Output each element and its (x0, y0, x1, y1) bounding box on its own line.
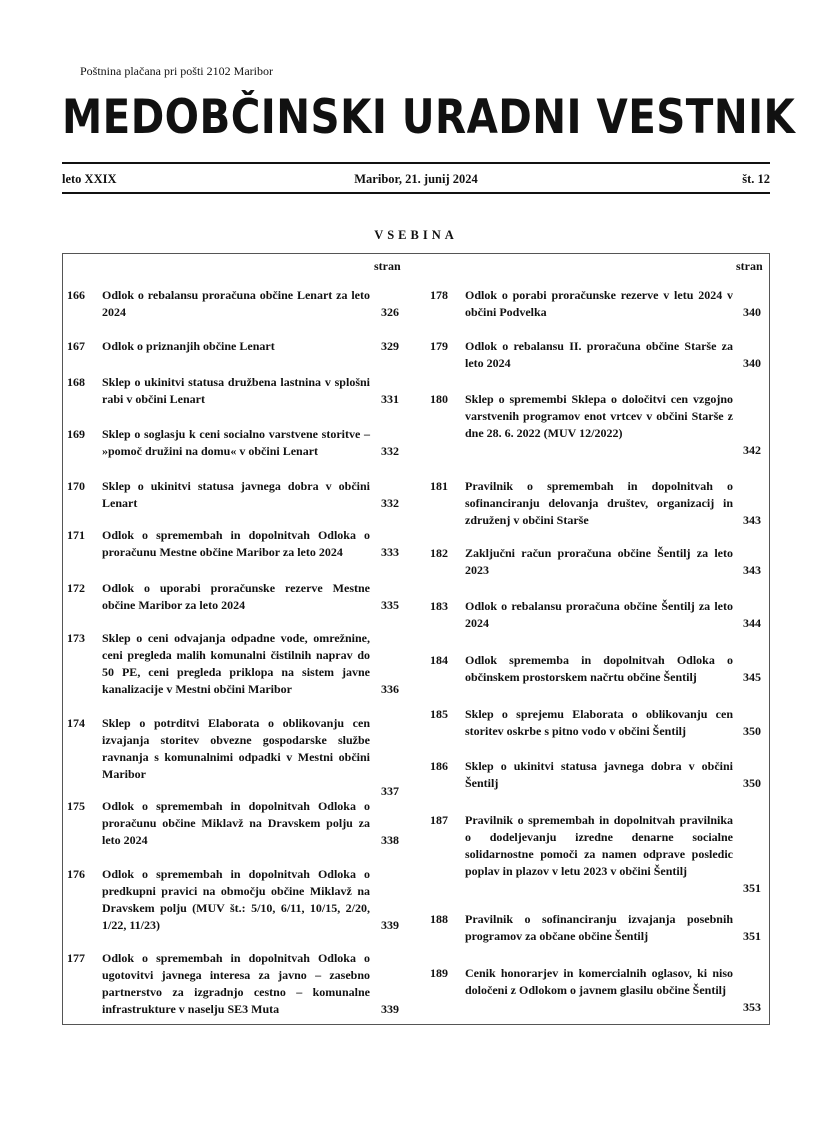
toc-entry-page: 340 (743, 305, 761, 319)
toc-heading: VSEBINA (374, 228, 458, 242)
toc-entry-title: Odlok sprememba in dopolnitvah Odloka o občinskem prostorskem načrtu občine Šentilj (465, 653, 733, 684)
toc-entry-page: 342 (743, 443, 761, 457)
toc-entry-number: 188 (430, 912, 448, 926)
toc-entry-number: 173 (67, 631, 85, 645)
toc-entry-number: 189 (430, 966, 448, 980)
toc-entry-title: Odlok o rebalansu proračuna občine Lenart za leto 2024 (102, 288, 370, 319)
toc-entry-number: 184 (430, 653, 448, 667)
toc-entry-number: 181 (430, 479, 448, 493)
toc-entry-page: 332 (381, 444, 399, 458)
toc-entry-page: 350 (743, 724, 761, 738)
toc-entry-page: 345 (743, 670, 761, 684)
toc-entry-page: 331 (381, 392, 399, 406)
toc-entry-number: 168 (67, 375, 85, 389)
toc-entry-number: 166 (67, 288, 85, 302)
toc-entry-title: Odlok o spremembah in dopolnitvah Odloka o proračunu občine Miklavž na Dravskem polju za leto 2024 (102, 799, 370, 847)
toc-entry-number: 169 (67, 427, 85, 441)
toc-entry-title: Sklep o ukinitvi statusa družbena lastnina v splošni rabi v občini Lenart (102, 375, 370, 406)
toc-entry-number: 185 (430, 707, 448, 721)
toc-entry-page: 338 (381, 833, 399, 847)
toc-entry-title: Odlok o rebalansu proračuna občine Šentilj za leto 2024 (465, 599, 733, 630)
header-rule-bottom (62, 192, 770, 194)
issue-number: št. 12 (742, 172, 770, 186)
toc-entry-title: Sklep o ukinitvi statusa javnega dobra v občini Lenart (102, 479, 370, 510)
toc-entry-title: Sklep o potrditvi Elaborata o oblikovanju cen izvajanja storitev obvezne gospodarske službe ravnanja s komunalnimi odpadki v Mestni občini Maribor (102, 716, 370, 781)
toc-entry-page: 332 (381, 496, 399, 510)
toc-entry-title: Odlok o rebalansu II. proračuna občine Starše za leto 2024 (465, 339, 733, 370)
toc-entry-title: Odlok o spremembah in dopolnitvah Odloka o predkupni pravici na območju občine Miklavž na Dravskem polju (MUV št.: 5/10, 6/11, 10/15, 2/20, 1/22, 11/23) (102, 867, 370, 932)
toc-entry-title: Cenik honorarjev in komercialnih oglasov, ki niso določeni z Odlokom o javnem glasilu občine Šentilj (465, 966, 733, 997)
toc-entry-page: 336 (381, 682, 399, 696)
toc-entry-number: 170 (67, 479, 85, 493)
toc-entry-page: 343 (743, 563, 761, 577)
toc-entry-number: 172 (67, 581, 85, 595)
toc-entry-number: 167 (67, 339, 85, 353)
toc-entry-page: 333 (381, 545, 399, 559)
toc-entry-title: Odlok o uporabi proračunske rezerve Mestne občine Maribor za leto 2024 (102, 581, 370, 612)
toc-entry-page: 335 (381, 598, 399, 612)
toc-entry-title: Sklep o soglasju k ceni socialno varstvene storitve – »pomoč družini na domu« v občini Lenart (102, 427, 370, 458)
toc-entry-page: 339 (381, 918, 399, 932)
toc-entry-title: Zaključni račun proračuna občine Šentilj za leto 2023 (465, 546, 733, 577)
toc-entry-number: 175 (67, 799, 85, 813)
toc-entry-title: Sklep o ukinitvi statusa javnega dobra v občini Šentilj (465, 759, 733, 790)
toc-entry-number: 171 (67, 528, 85, 542)
toc-entry-title: Sklep o sprejemu Elaborata o oblikovanju cen storitev oskrbe s pitno vodo v občini Šentilj (465, 707, 733, 738)
toc-entry-number: 182 (430, 546, 448, 560)
toc-entry-page: 337 (381, 784, 399, 798)
toc-entry-number: 183 (430, 599, 448, 613)
toc-entry-number: 186 (430, 759, 448, 773)
toc-entry-title: Pravilnik o spremembah in dopolnitvah pravilnika o dodeljevanju izredne denarne socialne solidarnostne pomoči za namen odprave posledic poplav in plazov v letu 2023 v občini Šentilj (465, 813, 733, 878)
toc-entry-title: Sklep o spremembi Sklepa o določitvi cen vzgojno varstvenih programov enot vrtcev v občini Starše z dne 28. 6. 2022 (MUV 12/2022) (465, 392, 733, 440)
toc-entry-title: Odlok o spremembah in dopolnitvah Odloka o ugotovitvi javnega interesa za javno – zasebno partnerstvo za izgradnjo cestno – komunalne infrastrukture v naselju SE3 Muta (102, 951, 370, 1016)
toc-entry-title: Odlok o priznanjih občine Lenart (102, 339, 275, 353)
toc-entry-page: 339 (381, 1002, 399, 1016)
toc-entry-page: 329 (381, 339, 399, 353)
toc-entry-page: 340 (743, 356, 761, 370)
place-date: Maribor, 21. junij 2024 (354, 172, 478, 186)
toc-entry-title: Odlok o porabi proračunske rezerve v letu 2024 v občini Podvelka (465, 288, 733, 319)
toc-entry-page: 344 (743, 616, 761, 630)
toc-entry-page: 350 (743, 776, 761, 790)
year-label: leto XXIX (62, 172, 117, 186)
postage-note: Poštnina plačana pri pošti 2102 Maribor (80, 64, 273, 78)
header-rule-top (62, 162, 770, 164)
toc-entry-number: 179 (430, 339, 448, 353)
toc-entry-title: Odlok o spremembah in dopolnitvah Odloka o proračunu Mestne občine Maribor za leto 2024 (102, 528, 370, 559)
toc-entry-page: 343 (743, 513, 761, 527)
toc-entry-title: Pravilnik o spremembah in dopolnitvah o sofinanciranju delovanja društev, organizacij in združenj v občini Starše (465, 479, 733, 527)
toc-entry-title: Sklep o ceni odvajanja odpadne vode, omrežnine, ceni pregleda malih komunalni čistilnih naprav do 50 PE, ceni pregleda priklopa na sistem javne kanalizacije v Mestni občini Maribor (102, 631, 370, 696)
toc-entry-number: 178 (430, 288, 448, 302)
toc-entry-title: Pravilnik o sofinanciranju izvajanja posebnih programov za občane občine Šentilj (465, 912, 733, 943)
masthead-title: MEDOBČINSKI URADNI VESTNIK (62, 90, 796, 145)
toc-entry-page: 351 (743, 929, 761, 943)
toc-entry-number: 187 (430, 813, 448, 827)
toc-entry-number: 176 (67, 867, 85, 881)
toc-entry-page: 326 (381, 305, 399, 319)
toc-entry-page: 351 (743, 881, 761, 895)
toc-left-page-header: stran (374, 259, 401, 273)
issue-info-bar (62, 172, 770, 188)
toc-entry-page: 353 (743, 1000, 761, 1014)
toc-entry-number: 177 (67, 951, 85, 965)
toc-entry-number: 174 (67, 716, 85, 730)
toc-right-page-header: stran (736, 259, 763, 273)
toc-entry-number: 180 (430, 392, 448, 406)
